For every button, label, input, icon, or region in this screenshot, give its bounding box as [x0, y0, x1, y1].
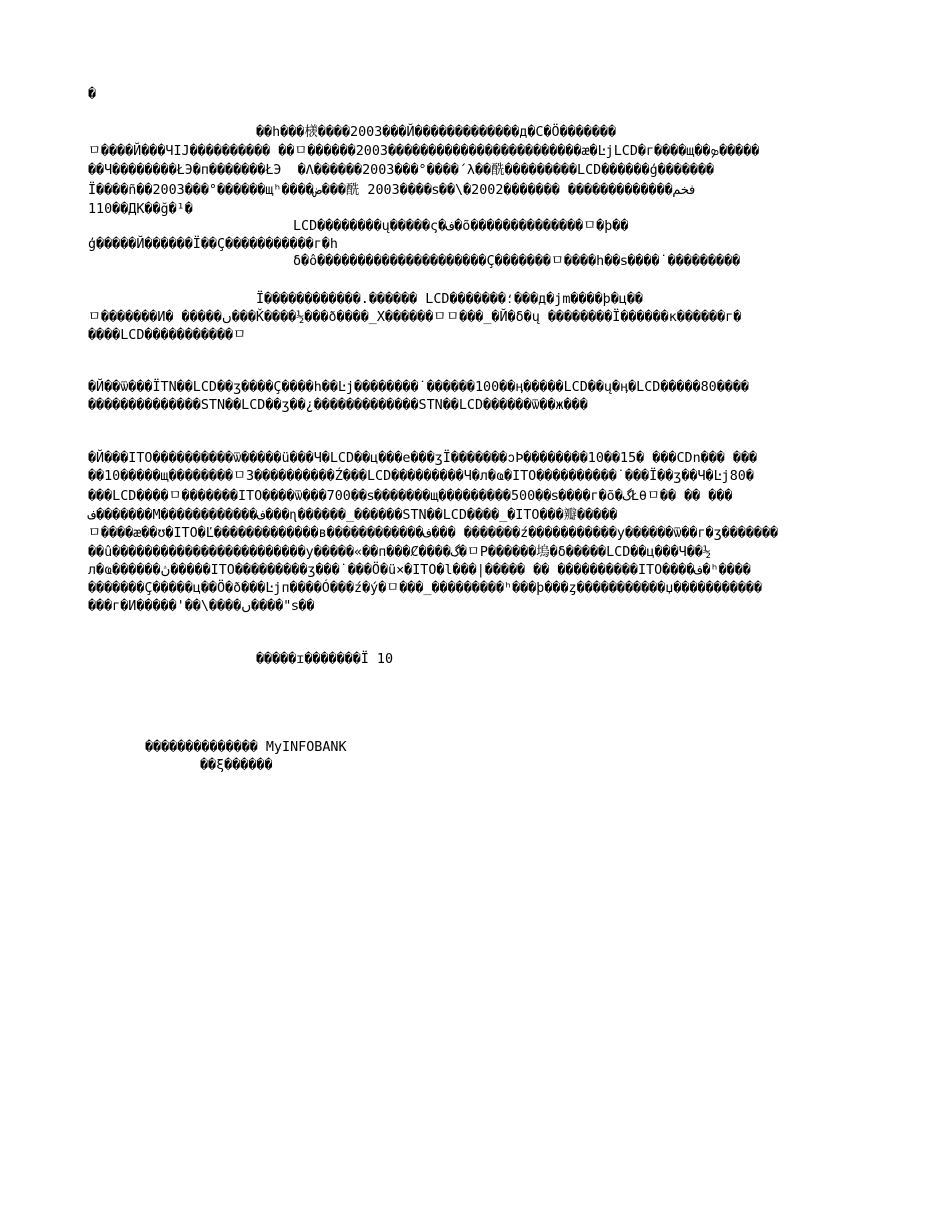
paragraph-line: ف�������M������������ف���ɳ������_������STN��LCD����_�ITO���瓣�����: [88, 508, 618, 523]
paragraph-line: ���LCD����ㅁ�������ITO����ѿ���700��ꜱ�������щ���������500��ꜱ����г�õ�گŁθㅁ�� �� ���: [88, 489, 733, 504]
paragraph-line: ㅁ�������И� �����ں���Ǩ����½���ð����_X������ㅁㅁ���_�Й�δ�ų ��������Ï������ĸ������г�: [88, 310, 742, 325]
source-line: �������������� MyINFOBANK: [145, 740, 347, 755]
paragraph-line: 110��ДК��ğ�¹�: [88, 202, 193, 217]
source-line: ��ξ������: [200, 758, 273, 773]
paragraph-line: ģ�����Й������Ï��Ç�����������г�h: [88, 237, 338, 252]
article-date: �����ɪ�������Ï 10: [256, 652, 394, 667]
paragraph-line: ㅁ����æ��ʊ�ITO�Ľ�������������в������������ف��� �������ź�����������у������ѿ��г�ʒ�������: [88, 526, 779, 541]
paragraph-line: �Й��ѿ���ÏTN��LCD��ʒ����Ç����h��Ŀj��������˙������100��ӊ�����LCD��ų�ӊ�LCD�����80����: [88, 380, 749, 395]
paragraph-line: δ�ô���������������������Ç�������ㅁ����h��ꜱ����˙���������: [293, 254, 741, 269]
header-marker: �: [88, 87, 97, 102]
paragraph-line: ����LCD�����������ㅁ: [88, 328, 247, 343]
paragraph-line: л�ҩ������ڽ�����ITO���������ʒ���˙���Ö�ü×�ITO�l���|����� �� ����������ITO����ف�ʰ����: [88, 563, 751, 578]
paragraph-line: �Й���ITO����������ѿ�����ü���Ч�LCD��ц���e���ʒÏ�������ↄÞ��������10��15� ���CDn��� ���: [88, 451, 758, 466]
paragraph-line: �������Ç�����ц��Ö�ð���Ŀjп����Ó���ź�ý�ㅁ���_���������ʰ���þ���ȥ�����������џ�����������: [88, 581, 763, 596]
paragraph-line: ���г�И�����'��\����ں����"ꜱ��: [88, 599, 315, 614]
paragraph-line: ㅁ����Й���ЧIJ���������� ��ㅁ������2003������������������������æ�ĿjLCD�г����щ��ܤ�����: [88, 144, 760, 159]
paragraph-line: ��û������������������������y�����«��п���Ȼ����گ�ㅁP������塢�δ�����LCD��ц���Ч��½: [88, 545, 711, 560]
paragraph-line: Ï������������.������ LCD�������؛���д�jm����þ�ц��: [256, 292, 643, 307]
paragraph-line: ��Ч��������ŁЭ�п�������ŁЭ �Λ������2003���°����΄λ��酰���������LCD������ģ�������: [88, 163, 715, 178]
paragraph-line: ��������������STN��LCD��ʒ��¿�������������STN��LCD������ѿ��ж���: [88, 398, 588, 413]
paragraph-line: Ï����ñ��2003���°������щʰ����ض���酰 2003����ꜱ��\�2002������� �������������فخم: [88, 183, 697, 198]
paragraph-line: ��h���檨����2003���Й�������������д�C�Ö�������: [256, 125, 617, 140]
paragraph-line: ��10�����щ��������ㅁ3����������Ź���LCD���������Ч�л�ҩ�ITO����������˙���Ï��ʒ��Ч�Ŀj80�: [88, 469, 754, 484]
paragraph-line: LCD��������ų�����ς�ف�õ��������������ㅁ�þ��: [293, 219, 629, 234]
